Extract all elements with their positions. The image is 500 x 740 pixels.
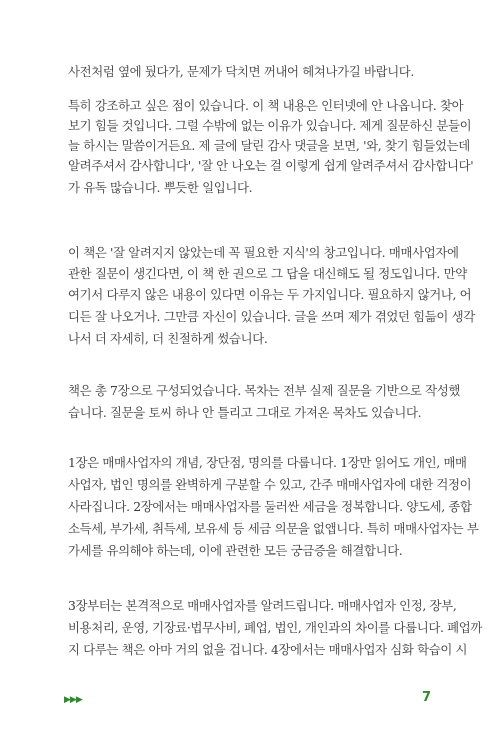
paragraph-3-line-5: 나서 더 자세히, 더 친절하게 썼습니다.	[68, 331, 268, 346]
paragraph-2-line-1: 특히 강조하고 싶은 점이 있습니다. 이 책 내용은 인터넷에 안 나옵니다. 찾아	[68, 98, 464, 113]
paragraph-3-line-1: 이 책은 '잘 알려지지 않았는데 꼭 필요한 지식'의 창고입니다. 매매사업자에	[68, 245, 459, 260]
paragraph-3-line-2: 관한 질문이 생긴다면, 이 책 한 권으로 그 답을 대신해도 될 정도입니다. 만약	[68, 266, 467, 281]
paragraph-5-line-1: 1장은 매매사업자의 개념, 장단점, 명의를 다룹니다. 1장만 읽어도 개인, 매매	[68, 455, 467, 470]
paragraph-6-line-1: 3장부터는 본격적으로 매매사업자를 알려드립니다. 매매사업자 인정, 장부,	[68, 598, 457, 613]
paragraph-4-line-2: 습니다. 질문을 토씨 하나 안 틀리고 그대로 가져온 목차도 있습니다.	[68, 405, 422, 420]
paragraph-6-line-2: 비용처리, 운영, 기장료·법무사비, 폐업, 법인, 개인과의 차이를 다룹니다. 폐업까	[68, 620, 483, 635]
paragraph-3-line-4: 디든 잘 나오거나. 그만큼 자신이 있습니다. 글을 쓰며 제가 겪었던 힘듦이 생각	[68, 309, 475, 324]
paragraph-6-line-3: 지 다루는 책은 아마 거의 없을 겁니다. 4장에서는 매매사업자 심화 학습이 시	[68, 642, 468, 657]
paragraph-5-line-3: 사라집니다. 2장에서는 매매사업자를 둘러싼 세금을 정복합니다. 양도세, 종합	[68, 499, 472, 514]
paragraph-2-line-5: 가 유독 많습니다. 뿌듯한 일입니다.	[68, 180, 253, 195]
page-number: 7	[422, 690, 432, 705]
paragraph-4-line-1: 책은 총 7장으로 구성되었습니다. 목차는 전부 실제 질문을 기반으로 작성했	[68, 383, 460, 398]
paragraph-5-line-2: 사업자, 법인 명의를 완벽하게 구분할 수 있고, 간주 매매사업자에 대한 걱정이	[68, 477, 472, 492]
paragraph-2-line-3: 늘 하시는 말씀이거든요. 제 글에 달린 감사 댓글을 보면, '와, 찾기 힘들었는데	[68, 138, 470, 153]
paragraph-5-line-5: 가세를 유의해야 하는데, 이에 관련한 모든 궁금증을 해결합니다.	[68, 543, 403, 558]
paragraph-3-line-3: 여기서 다루지 않은 내용이 있다면 이유는 두 가지입니다. 필요하지 않거나, 어	[68, 287, 472, 302]
paragraph-5-line-4: 소득세, 부가세, 취득세, 보유세 등 세금 의문을 없앱니다. 특히 매매사업자는 부	[68, 521, 479, 536]
paragraph-1-line-1: 사전처럼 옆에 뒀다가, 문제가 닥치면 꺼내어 헤쳐나가길 바랍니다.	[68, 64, 415, 79]
footer-arrows-icon: ▶▶▶	[64, 695, 82, 705]
paragraph-2-line-4: 알려주셔서 감사합니다', '잘 안 나오는 걸 이렇게 쉽게 알려주셔서 감사합니다'	[68, 158, 474, 173]
paragraph-2-line-2: 보기 힘들 것입니다. 그럴 수밖에 없는 이유가 있습니다. 제게 질문하신 분들이	[68, 118, 472, 133]
